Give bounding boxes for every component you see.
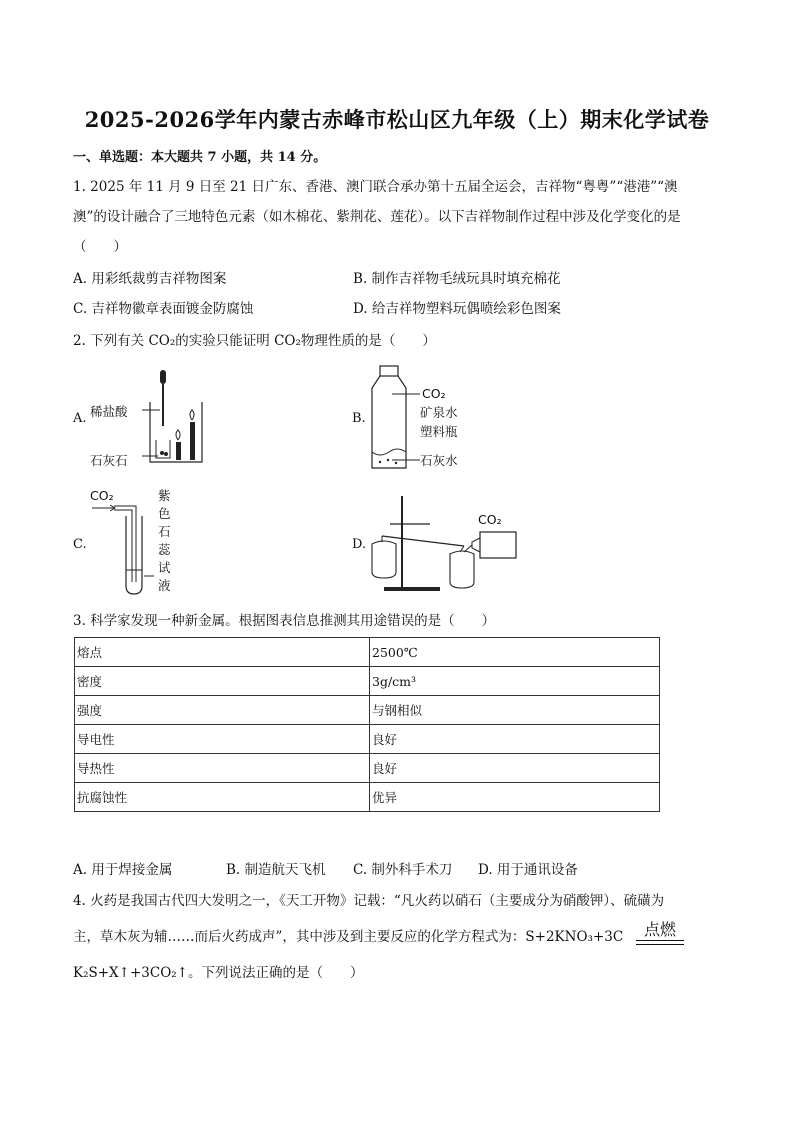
- table-row: [75, 754, 660, 783]
- table-row: [75, 783, 660, 812]
- fig-b-gas-label: CO₂: [422, 386, 446, 401]
- fig-c-reagent-3: 石: [158, 524, 171, 539]
- property-value: 与钢相似: [370, 696, 660, 725]
- property-value: 优异: [370, 783, 660, 812]
- fig-c-reagent-6: 液: [158, 578, 171, 593]
- property-name: 导热性: [75, 754, 370, 783]
- fig-a-acid-label: 稀盐酸: [90, 404, 128, 419]
- property-name: 导电性: [75, 725, 370, 754]
- q1-option-c: C. 吉祥物徽章表面镀金防腐蚀: [73, 301, 254, 317]
- q2-fig-c-diagram: [88, 486, 188, 598]
- q2-fig-b-label: B.: [352, 411, 366, 426]
- property-value: 2500℃: [370, 638, 660, 667]
- q2-fig-b-diagram: [368, 364, 478, 474]
- fig-b-bottle-label: 塑料瓶: [420, 424, 458, 439]
- table-row: [75, 696, 660, 725]
- q3-option-a: A. 用于焊接金属: [73, 862, 173, 878]
- reaction-condition: 点燃: [643, 920, 676, 939]
- q2-fig-a-label: A.: [73, 411, 87, 426]
- property-value: 良好: [370, 725, 660, 754]
- q1-stem-line2: 澳”的设计融合了三地特色元素（如木棉花、紫荆花、莲花）。以下吉祥物制作过程中涉及化学变化的是: [73, 209, 681, 225]
- q4-stem-line3: K₂S+X↑+3CO₂↑。下列说法正确的是（ ）: [73, 965, 364, 981]
- fig-d-gas-label: CO₂: [478, 512, 502, 527]
- metal-property-table: [74, 637, 660, 812]
- q2-fig-a-diagram: [88, 368, 218, 468]
- fig-a-stone-label: 石灰石: [90, 453, 128, 468]
- q2-fig-c-label: C.: [73, 537, 87, 552]
- q1-stem-line1: 1. 2025 年 11 月 9 日至 21 日广东、香港、澳门联合承办第十五届全运会，吉祥物“粤粤”“港港”“澳: [73, 179, 678, 195]
- property-name: 抗腐蚀性: [75, 783, 370, 812]
- table-row: [75, 638, 660, 667]
- property-name: 熔点: [75, 638, 370, 667]
- section-heading: 一、单选题：本大题共 7 小题，共 14 分。: [73, 150, 327, 165]
- q3-stem: 3. 科学家发现一种新金属。根据图表信息推测其用途错误的是（ ）: [73, 613, 496, 629]
- q2-fig-d-diagram: [368, 492, 528, 596]
- fig-c-reagent-5: 试: [158, 560, 171, 575]
- q4-stem-line2: 主，草木灰为辅……而后火药成声”，其中涉及到主要反应的化学方程式为：S+2KNO₃+3C: [73, 929, 624, 945]
- q1-option-d: D. 给吉祥物塑料玩偶喷绘彩色图案: [353, 301, 561, 317]
- property-name: 强度: [75, 696, 370, 725]
- q1-stem-line3: （ ）: [73, 239, 127, 255]
- q3-option-d: D. 用于通讯设备: [478, 862, 578, 878]
- fig-c-reagent-4: 蕊: [158, 542, 171, 557]
- fig-c-gas-label: CO₂: [90, 488, 114, 503]
- property-value: 3g/cm³: [370, 667, 660, 696]
- fig-c-reagent-2: 色: [158, 506, 171, 521]
- reaction-equals-sign: [636, 940, 684, 945]
- q1-option-a: A. 用彩纸裁剪吉祥物图案: [73, 271, 227, 287]
- q1-option-b: B. 制作吉祥物毛绒玩具时填充棉花: [353, 271, 561, 287]
- q3-option-c: C. 制外科手术刀: [353, 862, 453, 878]
- fig-b-limewater-label: 石灰水: [420, 453, 458, 468]
- table-row: [75, 725, 660, 754]
- q4-stem-line1: 4. 火药是我国古代四大发明之一，《天工开物》记载：“凡火药以硝石（主要成分为硝酸钾）、硫磺为: [73, 893, 665, 909]
- table-row: [75, 667, 660, 696]
- property-name: 密度: [75, 667, 370, 696]
- page-title: 2025-2026学年内蒙古赤峰市松山区九年级（上）期末化学试卷: [84, 107, 710, 132]
- property-value: 良好: [370, 754, 660, 783]
- fig-b-water-label: 矿泉水: [420, 405, 458, 420]
- q2-fig-d-label: D.: [352, 537, 367, 552]
- q2-stem: 2. 下列有关 CO₂的实验只能证明 CO₂物理性质的是（ ）: [73, 333, 436, 349]
- fig-c-reagent-1: 紫: [158, 488, 171, 503]
- q3-option-b: B. 制造航天飞机: [226, 862, 326, 878]
